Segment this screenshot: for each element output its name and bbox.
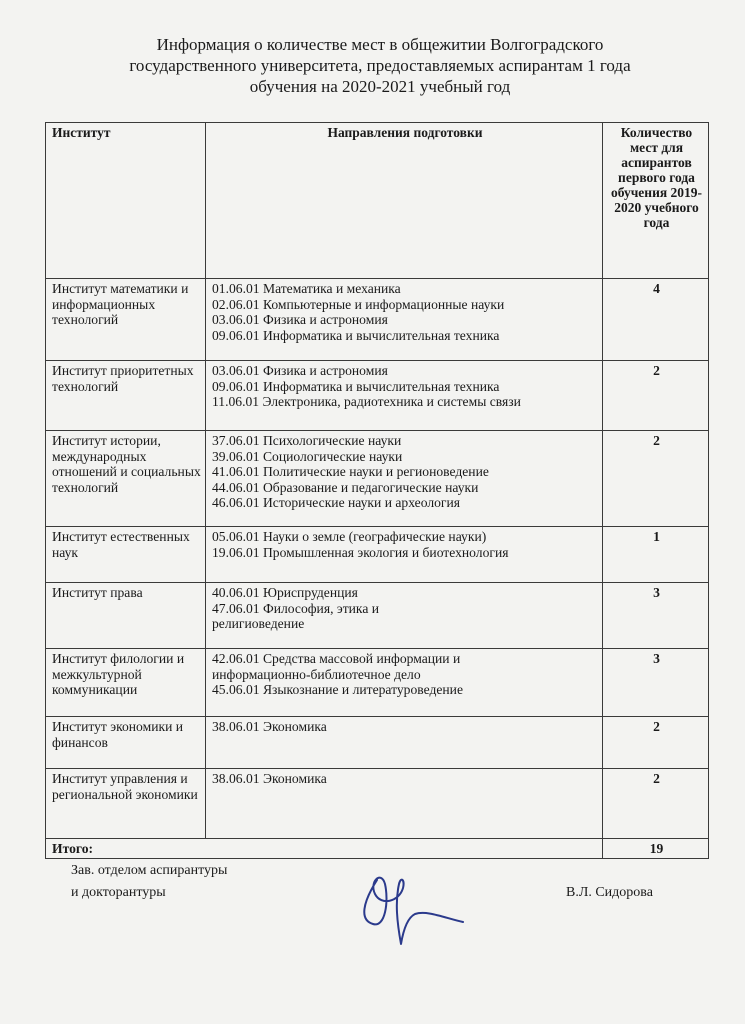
header-institute: Институт: [46, 123, 206, 279]
institute-cell: Институт права: [46, 583, 206, 649]
table-row: [46, 431, 709, 527]
institute-cell: Институт приоритетных технологий: [46, 361, 206, 431]
direction-item: 47.06.01 Философия, этика и религиоведение: [212, 600, 380, 631]
count-cell: 3: [603, 583, 709, 649]
header-directions: Направления подготовки: [206, 123, 603, 279]
document-title: [100, 34, 660, 97]
institute-cell: Институт управления и региональной экономики: [46, 769, 206, 839]
table-row: [46, 769, 709, 839]
direction-item: 46.06.01 Исторические науки и археология: [212, 495, 460, 510]
table-row: [46, 279, 709, 361]
dormitory-places-table: [45, 122, 709, 859]
direction-item: 38.06.01 Экономика: [212, 719, 327, 734]
direction-item: 44.06.01 Образование и педагогические науки: [212, 479, 479, 495]
table-row: [46, 361, 709, 431]
directions-cell: [206, 279, 603, 361]
table-row: [46, 649, 709, 717]
count-cell: 2: [603, 431, 709, 527]
directions-cell: [206, 361, 603, 431]
directions-cell: [206, 717, 603, 769]
institute-cell: Институт истории, международных отношений и социальных технологий: [46, 431, 206, 527]
signatory-position: [71, 860, 227, 904]
directions-cell: [206, 769, 603, 839]
direction-item: 38.06.01 Экономика: [212, 771, 327, 786]
direction-item: 39.06.01 Социологические науки: [212, 448, 403, 464]
count-cell: 2: [603, 769, 709, 839]
title-line-1: Информация о количестве мест в общежитии Волгоградского: [156, 35, 604, 54]
direction-item: 03.06.01 Физика и астрономия: [212, 363, 388, 378]
count-cell: 3: [603, 649, 709, 717]
header-count: Количество мест для аспирантов первого года обучения 2019-2020 учебного года: [603, 123, 709, 279]
table-header-row: [46, 123, 709, 279]
institute-cell: Институт экономики и финансов: [46, 717, 206, 769]
direction-item: 11.06.01 Электроника, радиотехника и системы связи: [212, 394, 521, 409]
title-line-2: государственного университета, предоставляемых аспирантам 1 года: [129, 56, 631, 75]
count-cell: 2: [603, 361, 709, 431]
direction-item: 45.06.01 Языкознание и литературоведение: [212, 682, 463, 697]
directions-cell: [206, 649, 603, 717]
table-row: [46, 527, 709, 583]
direction-item: 05.06.01 Науки о земле (географические науки): [212, 529, 487, 544]
signatory-name: В.Л. Сидорова: [566, 885, 653, 900]
direction-item: 40.06.01 Юриспруденция: [212, 585, 358, 600]
count-cell: 2: [603, 717, 709, 769]
total-value: 19: [603, 839, 709, 859]
institute-cell: Институт математики и информационных технологий: [46, 279, 206, 361]
count-cell: 4: [603, 279, 709, 361]
directions-cell: [206, 431, 603, 527]
direction-item: 01.06.01 Математика и механика: [212, 281, 401, 296]
direction-item: 37.06.01 Психологические науки: [212, 433, 402, 448]
position-line-1: Зав. отделом аспирантуры: [71, 863, 228, 878]
direction-item: 19.06.01 Промышленная экология и биотехнология: [212, 544, 509, 560]
direction-item: 02.06.01 Компьютерные и информационные науки: [212, 296, 505, 312]
title-line-3: обучения на 2020-2021 учебный год: [249, 77, 511, 96]
total-label: Итого:: [46, 839, 603, 859]
total-row: [46, 839, 709, 859]
directions-cell: [206, 527, 603, 583]
institute-cell: Институт филологии и межкультурной коммуникации: [46, 649, 206, 717]
direction-item: 09.06.01 Информатика и вычислительная техника: [212, 327, 500, 343]
position-line-2: и докторантуры: [71, 885, 166, 900]
direction-item: 41.06.01 Политические науки и регионоведение: [212, 464, 489, 479]
directions-cell: [206, 583, 603, 649]
direction-item: 03.06.01 Физика и астрономия: [212, 312, 388, 327]
table-row: [46, 583, 709, 649]
table-row: [46, 717, 709, 769]
direction-item: 09.06.01 Информатика и вычислительная техника: [212, 378, 500, 394]
signature-image: [355, 862, 475, 952]
count-cell: 1: [603, 527, 709, 583]
direction-item: 42.06.01 Средства массовой информации и информационно-библиотечное дело: [212, 651, 461, 682]
institute-cell: Институт естественных наук: [46, 527, 206, 583]
